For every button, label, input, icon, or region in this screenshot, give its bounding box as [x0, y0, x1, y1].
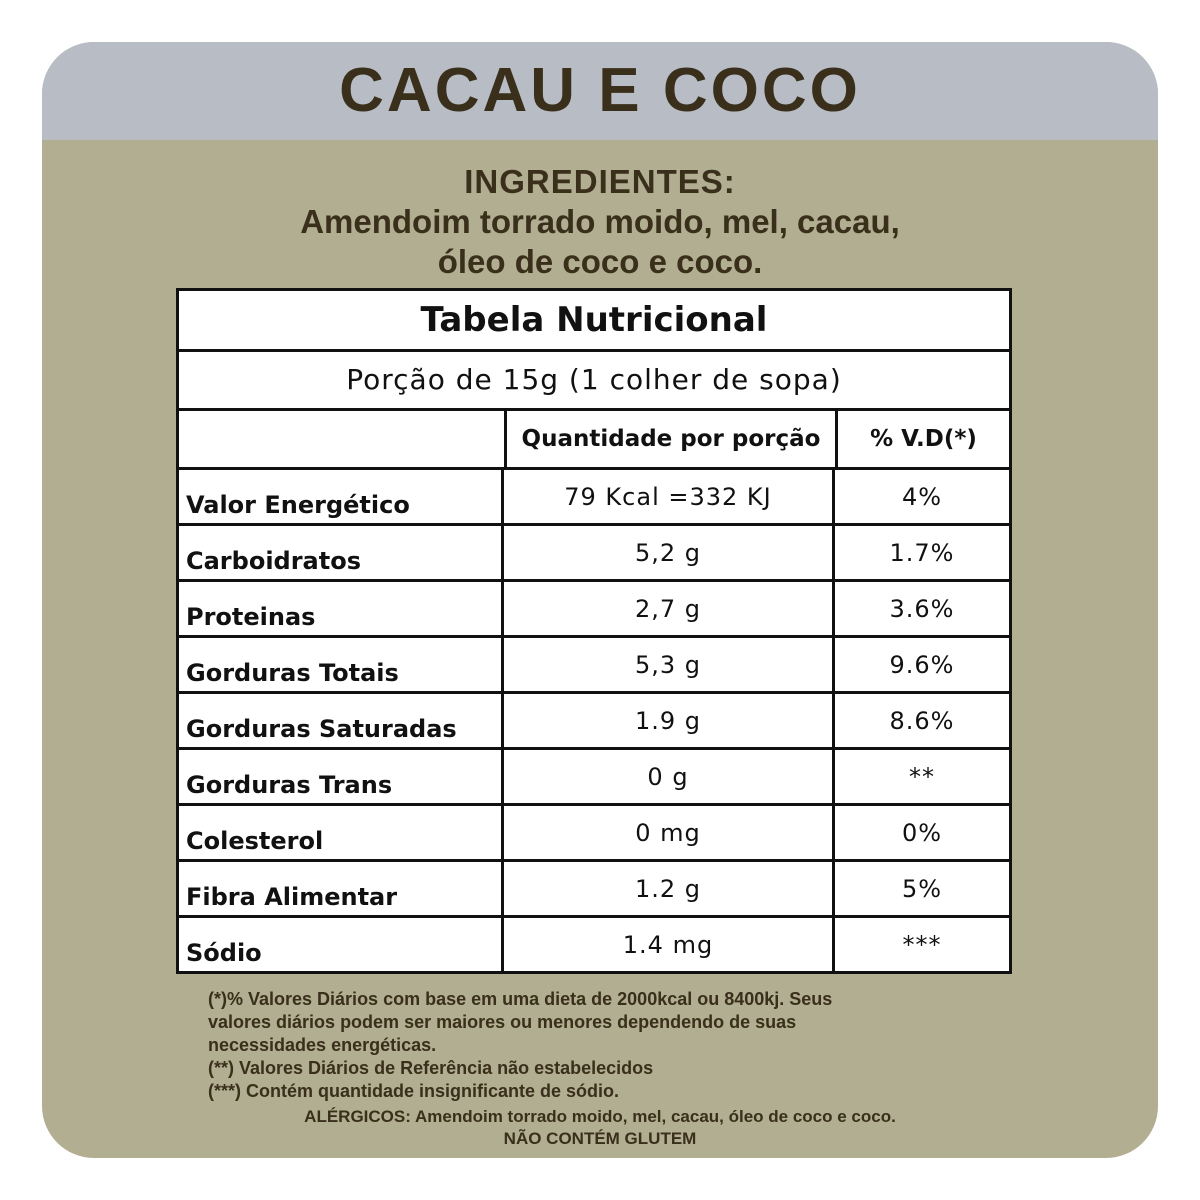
footnote-daily-values-line-2: valores diários podem ser maiores ou menores dependendo de suas	[208, 1012, 797, 1032]
nutrient-name: Valor Energético	[179, 470, 504, 523]
nutrient-amount: 5,2 g	[504, 526, 835, 579]
table-row	[179, 526, 1009, 582]
allergen-section	[42, 1106, 1158, 1150]
ingredients-label: INGREDIENTES:	[464, 163, 736, 200]
nutrient-name: Carboidratos	[179, 526, 504, 579]
nutrient-daily-value: 4%	[901, 482, 943, 511]
nutrient-amount: 1.9 g	[504, 694, 835, 747]
header-daily-value: % V.D(*)	[870, 426, 977, 452]
nutrient-amount: 0 mg	[504, 806, 835, 859]
nutrient-name: Colesterol	[179, 806, 504, 859]
nutrient-daily-value: 8.6%	[889, 706, 955, 735]
nutrient-daily-value: 3.6%	[889, 594, 955, 623]
nutrient-daily-value: **	[909, 762, 935, 791]
footnote-daily-values-line-1: (*)% Valores Diários com base em uma dieta de 2000kcal ou 8400kj. Seus	[208, 989, 833, 1009]
nutrient-name: Gorduras Saturadas	[179, 694, 504, 747]
nutrient-amount: 0 g	[504, 750, 835, 803]
nutrient-daily-value: 0%	[901, 818, 943, 847]
table-row	[179, 470, 1009, 526]
allergens-text: ALÉRGICOS: Amendoim torrado moido, mel, cacau, óleo de coco e coco.	[304, 1107, 896, 1126]
ingredients-section	[42, 162, 1158, 282]
nutrient-daily-value: 5%	[901, 874, 943, 903]
table-header-row	[179, 411, 1009, 470]
nutrient-amount: 5,3 g	[504, 638, 835, 691]
footnote-reference-values: (**) Valores Diários de Referência não estabelecidos	[208, 1058, 654, 1078]
header-amount: Quantidade por porção	[507, 411, 838, 467]
header-nutrient	[179, 411, 507, 467]
footnote-daily-values-line-3: necessidades energéticas.	[208, 1035, 437, 1055]
nutrient-daily-value: 9.6%	[889, 650, 955, 679]
table-row	[179, 694, 1009, 750]
nutrient-amount: 79 Kcal =332 KJ	[504, 470, 835, 523]
table-row	[179, 582, 1009, 638]
ingredients-line-1: Amendoim torrado moido, mel, cacau,	[300, 203, 900, 240]
table-row	[179, 806, 1009, 862]
nutrient-name: Gorduras Trans	[179, 750, 504, 803]
table-row	[179, 750, 1009, 806]
title-banner	[42, 42, 1158, 140]
nutrient-amount: 2,7 g	[504, 582, 835, 635]
footnotes	[208, 988, 1008, 1103]
footnote-sodium: (***) Contém quantidade insignificante de sódio.	[208, 1081, 620, 1101]
product-title: CACAU E COCO	[339, 56, 861, 125]
label-card	[42, 42, 1158, 1158]
nutrient-name: Fibra Alimentar	[179, 862, 504, 915]
nutrient-daily-value: ***	[902, 930, 942, 959]
nutrient-name: Sódio	[179, 918, 504, 971]
nutrition-table	[176, 288, 1012, 974]
nutrient-name: Proteinas	[179, 582, 504, 635]
table-title: Tabela Nutricional	[179, 291, 1009, 352]
ingredients-line-2: óleo de coco e coco.	[437, 243, 763, 280]
table-row	[179, 918, 1009, 971]
table-row	[179, 862, 1009, 918]
portion-size: Porção de 15g (1 colher de sopa)	[179, 352, 1009, 411]
nutrient-daily-value: 1.7%	[889, 538, 955, 567]
nutrient-amount: 1.4 mg	[504, 918, 835, 971]
nutrient-name: Gorduras Totais	[179, 638, 504, 691]
nutrient-amount: 1.2 g	[504, 862, 835, 915]
table-row	[179, 638, 1009, 694]
gluten-statement: NÃO CONTÉM GLUTEM	[503, 1129, 697, 1148]
